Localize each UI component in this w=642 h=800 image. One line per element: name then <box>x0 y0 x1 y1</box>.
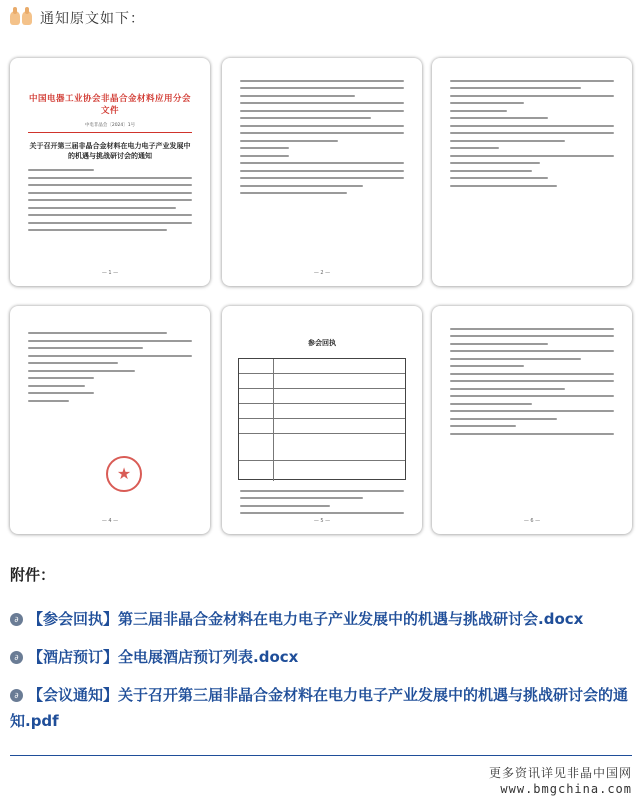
page-number: — 1 — <box>101 270 119 276</box>
intro-line <box>10 8 145 28</box>
page-number: — 5 — <box>313 518 331 524</box>
attachments-label: 附件： <box>10 566 56 584</box>
doc-page-thumbnail-4[interactable] <box>10 306 210 534</box>
doc-number: 中电非晶会〔2024〕1号 <box>84 123 136 128</box>
doc-title: 关于召开第三届非晶合金材料在电力电子产业发展中的机遇与挑战研讨会的通知 <box>29 142 191 160</box>
attachment-name: 第三届非晶合金材料在电力电子产业发展中的机遇与挑战研讨会.docx <box>118 610 584 628</box>
page-number: — 2 — <box>313 270 331 276</box>
pointing-hand-icon <box>22 11 32 25</box>
doc-page-thumbnail-2[interactable] <box>222 58 422 286</box>
paperclip-icon: ∂ <box>10 689 23 702</box>
body-text-lines <box>240 490 404 515</box>
red-divider <box>28 132 192 133</box>
footer-website-link[interactable]: www.bmgchina.com <box>500 782 632 796</box>
attachment-name: 全电展酒店预订列表.docx <box>118 648 299 666</box>
form-table <box>238 358 406 480</box>
doc-page-thumbnail-5[interactable] <box>222 306 422 534</box>
footer-text: 更多资讯详见非晶中国网 <box>488 766 632 780</box>
attachment-link-3[interactable] <box>10 682 634 734</box>
attachment-link-2[interactable] <box>10 644 630 670</box>
body-text-lines <box>450 328 614 435</box>
document-preview-grid <box>10 44 632 552</box>
footer-divider <box>10 755 632 756</box>
body-text-lines <box>28 169 192 231</box>
intro-text: 通知原文如下： <box>40 11 145 27</box>
paperclip-icon: ∂ <box>10 651 23 664</box>
body-text-lines <box>240 80 404 195</box>
body-text-lines <box>28 332 192 402</box>
attachment-tag: 【会议通知】 <box>28 686 119 704</box>
pointing-hand-icon <box>10 11 20 25</box>
doc-page-thumbnail-3[interactable] <box>432 58 632 286</box>
attachment-name: 关于召开第三届非晶合金材料在电力电子产业发展中的机遇与挑战研讨会的通知.pdf <box>10 686 629 730</box>
paperclip-icon: ∂ <box>10 613 23 626</box>
doc-page-thumbnail-6[interactable] <box>432 306 632 534</box>
page-number: — 6 — <box>523 518 541 524</box>
form-title: 参会回执 <box>308 339 336 347</box>
doc-red-header: 中国电器工业协会非晶合金材料应用分会文件 <box>28 94 191 116</box>
body-text-lines <box>450 80 614 187</box>
doc-page-thumbnail-1[interactable] <box>10 58 210 286</box>
attachment-tag: 【酒店预订】 <box>28 648 119 666</box>
official-seal-stamp: ★ <box>106 456 142 492</box>
attachment-tag: 【参会回执】 <box>28 610 119 628</box>
page-number: — 4 — <box>101 518 119 524</box>
attachment-link-1[interactable] <box>10 606 630 632</box>
